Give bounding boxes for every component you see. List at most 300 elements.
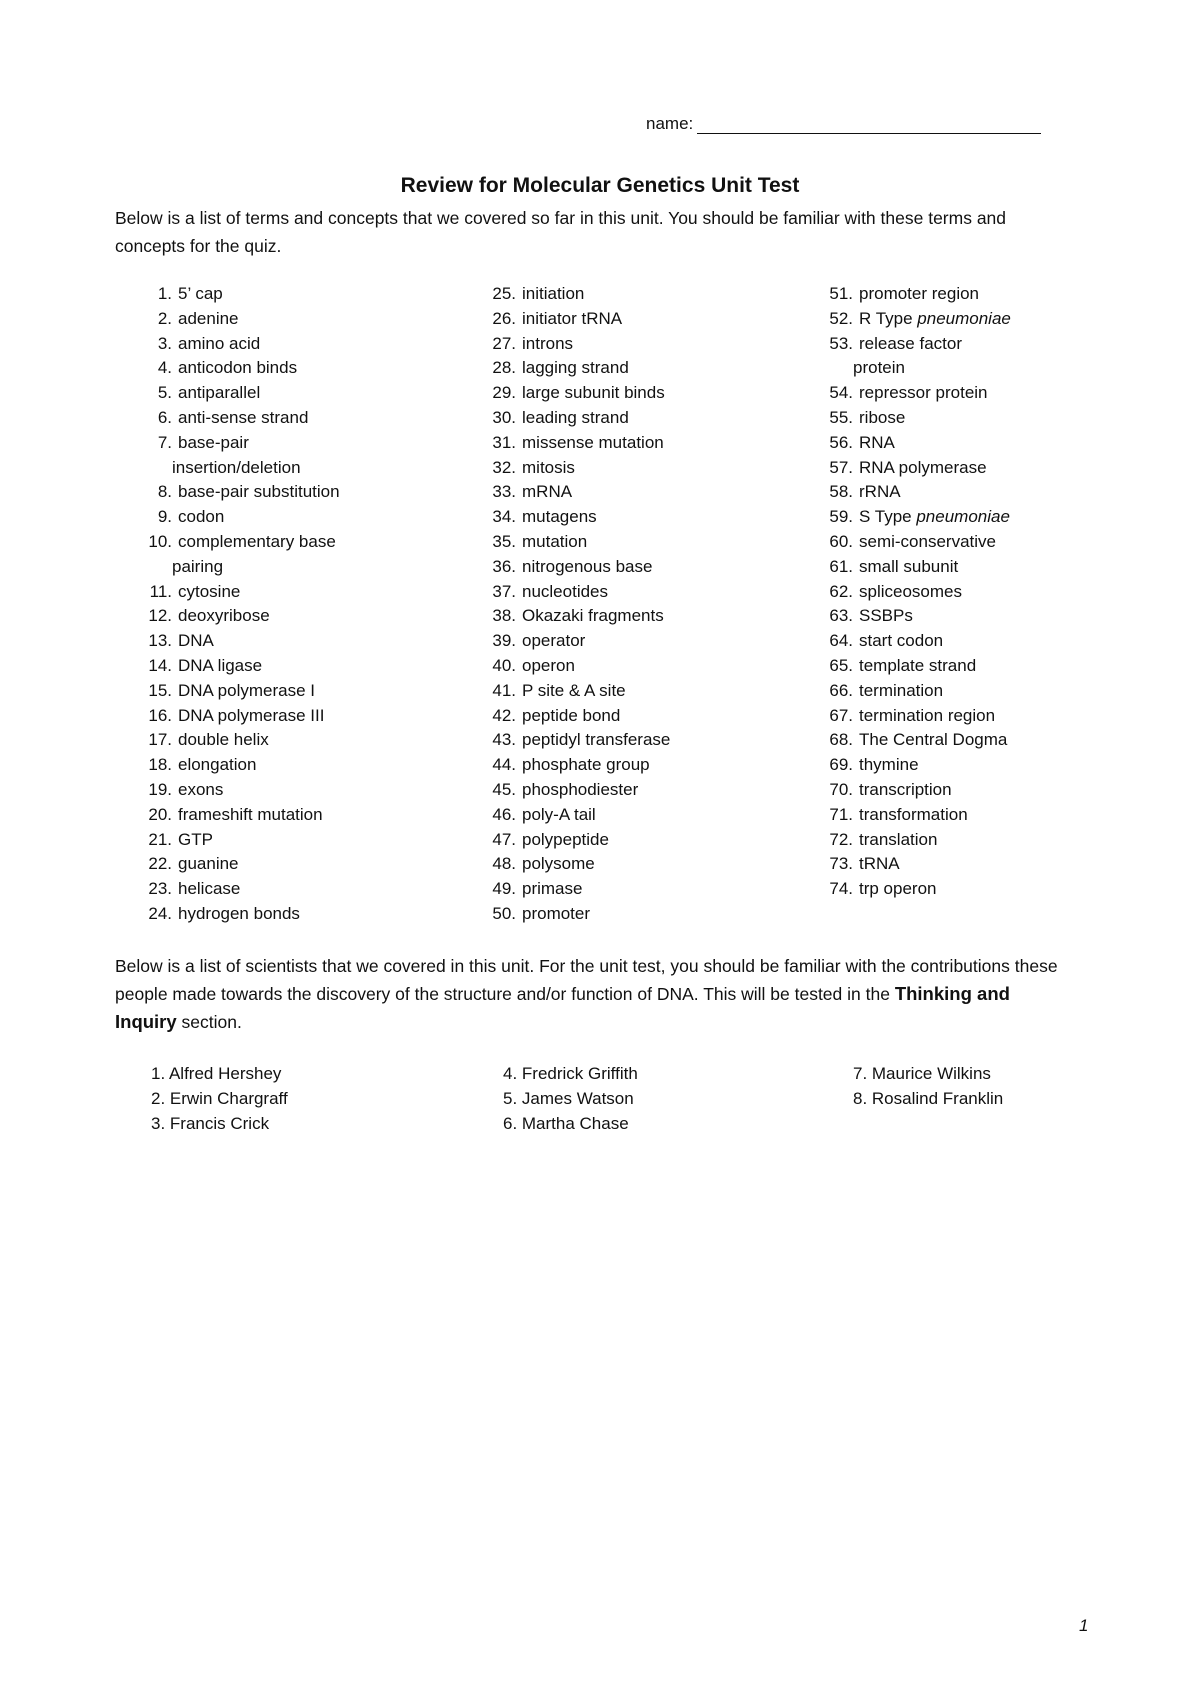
term-item xyxy=(805,679,1011,704)
term-item xyxy=(130,803,340,828)
terms-column-1 xyxy=(130,282,340,927)
term-number: 59. xyxy=(829,507,853,527)
term-item xyxy=(468,480,670,505)
scientists-intro-end: section. xyxy=(176,1012,242,1032)
term-number: 4. xyxy=(157,358,172,378)
term-label xyxy=(859,307,1011,332)
term-number: 3. xyxy=(157,333,172,353)
term-text: frameshift mutation xyxy=(178,804,323,824)
term-label xyxy=(178,778,223,803)
term-label xyxy=(522,852,595,877)
term-text: transcription xyxy=(859,779,952,799)
term-number: 33. xyxy=(492,482,516,502)
term-number: 7. xyxy=(157,432,172,452)
term-item xyxy=(468,679,670,704)
term-item xyxy=(805,828,1011,853)
term-label xyxy=(178,580,240,605)
term-item xyxy=(805,406,1011,431)
term-text: mutation xyxy=(522,531,588,551)
term-label xyxy=(522,282,584,307)
term-item xyxy=(805,431,1011,456)
term-item xyxy=(130,877,340,902)
term-label xyxy=(178,505,224,530)
term-text: Okazaki fragments xyxy=(522,606,664,626)
term-number: 64. xyxy=(829,631,853,651)
term-label xyxy=(522,406,629,431)
term-number: 19. xyxy=(148,779,172,799)
term-item xyxy=(130,480,340,505)
term-item xyxy=(468,704,670,729)
term-text: initiation xyxy=(522,284,585,303)
term-text: guanine xyxy=(178,854,239,874)
term-label xyxy=(178,803,323,828)
term-label xyxy=(178,877,240,902)
term-continuation: pairing xyxy=(172,556,224,576)
term-number: 16. xyxy=(148,705,172,725)
term-label xyxy=(522,307,622,332)
term-number: 1. xyxy=(157,284,172,303)
term-label xyxy=(859,332,962,357)
term-item xyxy=(805,580,1011,605)
term-number: 9. xyxy=(157,507,172,527)
term-label xyxy=(522,704,620,729)
term-item xyxy=(130,282,340,307)
term-item xyxy=(805,629,1011,654)
term-item xyxy=(468,530,670,555)
term-text: S Type xyxy=(859,507,917,527)
scientist-item: 5. James Watson xyxy=(503,1088,634,1108)
term-text: base-pair substitution xyxy=(178,482,340,502)
term-label xyxy=(522,654,575,679)
term-number: 42. xyxy=(492,705,516,725)
term-item xyxy=(805,728,1011,753)
term-number: 8. xyxy=(157,482,172,502)
term-text: The Central Dogma xyxy=(859,730,1008,750)
term-text: R Type xyxy=(859,308,918,328)
terms-column-3 xyxy=(805,282,1011,902)
term-label xyxy=(178,828,213,853)
term-text: base-pair xyxy=(178,432,249,452)
term-number: 66. xyxy=(829,680,853,700)
term-item xyxy=(468,505,670,530)
term-text: operon xyxy=(522,655,575,675)
term-text: nucleotides xyxy=(522,581,609,601)
term-number: 2. xyxy=(157,308,172,328)
term-number: 18. xyxy=(148,755,172,775)
term-item xyxy=(130,704,340,729)
term-number: 63. xyxy=(829,606,853,626)
term-label xyxy=(178,530,336,555)
terms-column-2 xyxy=(468,282,670,927)
term-label xyxy=(859,654,976,679)
term-label xyxy=(178,480,340,505)
term-label xyxy=(859,828,937,853)
term-text: elongation xyxy=(178,755,257,775)
term-text: DNA xyxy=(178,631,214,651)
term-number: 10. xyxy=(148,531,172,551)
term-item xyxy=(468,654,670,679)
term-continuation: insertion/deletion xyxy=(172,457,301,477)
term-label xyxy=(859,778,952,803)
term-item xyxy=(130,381,340,406)
term-number: 70. xyxy=(829,779,853,799)
term-item xyxy=(130,580,340,605)
term-label xyxy=(522,902,590,927)
scientists-intro xyxy=(115,952,1075,1036)
term-item xyxy=(468,778,670,803)
term-number: 27. xyxy=(492,333,516,353)
term-text: spliceosomes xyxy=(859,581,962,601)
term-text: initiator tRNA xyxy=(522,308,623,328)
scientist-item: 3. Francis Crick xyxy=(151,1113,270,1133)
term-text: polysome xyxy=(522,854,595,874)
term-text: start codon xyxy=(859,631,944,651)
term-label xyxy=(522,505,597,530)
term-text: peptidyl transferase xyxy=(522,730,671,750)
term-text: amino acid xyxy=(178,333,261,353)
term-label xyxy=(859,530,996,555)
term-text: rRNA xyxy=(859,482,901,502)
term-text: ribose xyxy=(859,407,906,427)
term-text: release factor xyxy=(859,333,962,353)
term-item xyxy=(805,381,1011,406)
term-item xyxy=(805,877,1011,902)
term-number: 47. xyxy=(492,829,516,849)
term-item xyxy=(468,902,670,927)
term-number: 20. xyxy=(148,804,172,824)
term-number: 28. xyxy=(492,358,516,378)
term-text: SSBPs xyxy=(859,606,913,626)
term-item xyxy=(130,505,340,530)
term-item xyxy=(468,629,670,654)
term-label xyxy=(859,629,943,654)
term-item xyxy=(805,753,1011,778)
term-number: 12. xyxy=(148,606,172,626)
term-text: peptide bond xyxy=(522,705,621,725)
term-number: 34. xyxy=(492,507,516,527)
term-text: promoter xyxy=(522,903,591,923)
term-number: 23. xyxy=(148,879,172,899)
term-item xyxy=(805,555,1011,580)
term-item xyxy=(130,307,340,332)
term-number: 65. xyxy=(829,655,853,675)
term-label xyxy=(859,679,943,704)
term-text: primase xyxy=(522,879,583,899)
term-item xyxy=(130,604,340,629)
scientists-intro-emphasis: Thinking and Inquiry xyxy=(115,983,1010,1032)
term-text: translation xyxy=(859,829,938,849)
term-italic: pneumoniae xyxy=(917,308,1011,328)
term-number: 22. xyxy=(148,854,172,874)
term-item xyxy=(468,332,670,357)
name-field xyxy=(646,114,1041,134)
term-label xyxy=(178,431,249,456)
term-item xyxy=(468,456,670,481)
term-text: codon xyxy=(178,507,225,527)
term-text: mitosis xyxy=(522,457,575,477)
scientists-intro-text: Below is a list of scientists that we covered in this unit. For the unit test, you should be familiar with the contributions these people made towards the discovery of the structure and/or function of DNA. This will be tested in the xyxy=(115,956,1058,1004)
term-label xyxy=(178,629,214,654)
term-text: missense mutation xyxy=(522,432,664,452)
term-item xyxy=(468,852,670,877)
term-item xyxy=(130,828,340,853)
term-text: operator xyxy=(522,631,586,651)
term-text: repressor protein xyxy=(859,383,988,403)
scientists-column-2 xyxy=(503,1062,638,1136)
term-number: 61. xyxy=(829,556,853,576)
page-number: 1 xyxy=(1079,1616,1089,1635)
term-item xyxy=(805,704,1011,729)
term-number: 41. xyxy=(492,680,516,700)
term-number: 56. xyxy=(829,432,853,452)
term-label xyxy=(522,604,664,629)
term-number: 51. xyxy=(829,284,853,303)
term-label xyxy=(178,654,262,679)
term-number: 35. xyxy=(492,531,516,551)
term-label xyxy=(522,356,629,381)
term-label xyxy=(522,480,572,505)
term-item xyxy=(130,679,340,704)
term-text: termination xyxy=(859,680,944,700)
term-item xyxy=(468,555,670,580)
page-title: Review for Molecular Genetics Unit Test xyxy=(400,174,800,197)
term-item xyxy=(805,778,1011,803)
term-label xyxy=(859,877,937,902)
scientist-item: 4. Fredrick Griffith xyxy=(503,1064,638,1083)
term-number: 40. xyxy=(492,655,516,675)
scientist-item: 8. Rosalind Franklin xyxy=(853,1088,1004,1108)
term-text: trp operon xyxy=(859,879,937,899)
term-item xyxy=(805,480,1011,505)
term-item xyxy=(468,604,670,629)
term-label xyxy=(859,406,905,431)
term-number: 13. xyxy=(148,631,172,651)
term-item xyxy=(805,654,1011,679)
term-number: 69. xyxy=(829,755,853,775)
term-number: 21. xyxy=(148,829,172,849)
scientist-item: 1. Alfred Hershey xyxy=(151,1064,282,1083)
term-number: 25. xyxy=(492,284,516,303)
term-label xyxy=(859,505,1010,530)
term-label xyxy=(522,530,587,555)
term-item xyxy=(468,728,670,753)
term-item xyxy=(468,580,670,605)
term-item xyxy=(130,356,340,381)
term-text: DNA ligase xyxy=(178,655,263,675)
term-item xyxy=(805,604,1011,629)
term-text: mRNA xyxy=(522,482,573,502)
term-number: 53. xyxy=(829,333,853,353)
term-label xyxy=(859,282,979,307)
term-text: leading strand xyxy=(522,407,629,427)
term-text: hydrogen bonds xyxy=(178,903,300,923)
term-continuation: protein xyxy=(853,358,905,378)
term-label xyxy=(178,356,297,381)
term-label xyxy=(522,555,652,580)
term-label xyxy=(178,753,256,778)
term-label xyxy=(522,456,575,481)
term-number: 15. xyxy=(148,680,172,700)
term-number: 73. xyxy=(829,854,853,874)
term-label xyxy=(178,852,239,877)
term-text: transformation xyxy=(859,804,968,824)
term-number: 39. xyxy=(492,631,516,651)
term-item xyxy=(130,852,340,877)
term-item xyxy=(468,282,670,307)
term-number: 68. xyxy=(829,730,853,750)
term-number: 55. xyxy=(829,407,853,427)
term-label xyxy=(859,431,895,456)
term-number: 24. xyxy=(148,903,172,923)
term-number: 46. xyxy=(492,804,516,824)
term-number: 38. xyxy=(492,606,516,626)
term-label xyxy=(178,406,308,431)
name-blank-line xyxy=(697,117,1041,134)
term-number: 57. xyxy=(829,457,853,477)
term-item xyxy=(805,803,1011,828)
term-item xyxy=(130,778,340,803)
term-item xyxy=(805,307,1011,332)
scientists-column-1 xyxy=(151,1062,288,1136)
term-text: tRNA xyxy=(859,854,900,874)
term-label xyxy=(522,431,664,456)
term-text: poly-A tail xyxy=(522,804,596,824)
term-text: nitrogenous base xyxy=(522,556,653,576)
term-label xyxy=(859,480,901,505)
term-item xyxy=(805,456,1011,481)
term-number: 72. xyxy=(829,829,853,849)
term-item xyxy=(130,332,340,357)
term-text: double helix xyxy=(178,730,269,750)
term-label xyxy=(522,877,582,902)
term-label xyxy=(178,604,270,629)
term-text: promoter region xyxy=(859,284,980,303)
term-number: 32. xyxy=(492,457,516,477)
term-text: complementary base xyxy=(178,531,336,551)
term-item xyxy=(805,505,1011,530)
term-label xyxy=(522,778,638,803)
name-label: name: xyxy=(646,114,694,133)
term-text: GTP xyxy=(178,829,213,849)
term-text: mutagens xyxy=(522,507,597,527)
term-number: 31. xyxy=(492,432,516,452)
term-text: RNA xyxy=(859,432,895,452)
term-item xyxy=(130,431,340,456)
term-text: phosphodiester xyxy=(522,779,639,799)
term-label xyxy=(522,728,670,753)
term-label xyxy=(178,728,269,753)
term-number: 17. xyxy=(148,730,172,750)
term-number: 30. xyxy=(492,407,516,427)
term-number: 49. xyxy=(492,879,516,899)
term-label xyxy=(522,381,665,406)
term-label xyxy=(522,803,596,828)
term-label xyxy=(859,456,987,481)
term-number: 43. xyxy=(492,730,516,750)
term-text: phosphate group xyxy=(522,755,650,775)
term-number: 62. xyxy=(829,581,853,601)
term-label xyxy=(859,555,958,580)
term-item xyxy=(805,852,1011,877)
term-label xyxy=(522,828,609,853)
term-italic: pneumoniae xyxy=(916,507,1010,527)
term-number: 26. xyxy=(492,308,516,328)
term-number: 50. xyxy=(492,903,516,923)
term-label xyxy=(859,728,1007,753)
term-text: helicase xyxy=(178,879,241,899)
term-item xyxy=(468,307,670,332)
term-label xyxy=(859,704,995,729)
scientists-column-3 xyxy=(853,1062,1003,1112)
term-number: 5. xyxy=(157,383,172,403)
term-label xyxy=(522,629,585,654)
term-number: 14. xyxy=(148,655,172,675)
term-number: 60. xyxy=(829,531,853,551)
term-text: thymine xyxy=(859,755,919,775)
term-number: 6. xyxy=(157,407,172,427)
term-text: deoxyribose xyxy=(178,606,270,626)
term-number: 74. xyxy=(829,879,853,899)
term-text: lagging strand xyxy=(522,358,629,378)
term-item xyxy=(468,828,670,853)
term-text: exons xyxy=(178,779,224,799)
term-item xyxy=(130,406,340,431)
term-text: DNA polymerase I xyxy=(178,680,315,700)
term-label xyxy=(859,381,988,406)
scientist-item: 6. Martha Chase xyxy=(503,1113,629,1133)
term-label xyxy=(178,332,260,357)
term-label xyxy=(522,332,573,357)
term-number: 45. xyxy=(492,779,516,799)
term-text: template strand xyxy=(859,655,977,675)
term-label xyxy=(859,580,962,605)
term-text: large subunit binds xyxy=(522,383,665,403)
term-item xyxy=(468,356,670,381)
term-number: 36. xyxy=(492,556,516,576)
term-text: adenine xyxy=(178,308,239,328)
term-label xyxy=(859,753,919,778)
term-number: 29. xyxy=(492,383,516,403)
term-item xyxy=(130,728,340,753)
term-label xyxy=(178,902,300,927)
term-number: 54. xyxy=(829,383,853,403)
term-item xyxy=(805,282,1011,307)
term-text: anti-sense strand xyxy=(178,407,309,427)
term-label xyxy=(859,604,913,629)
term-text: RNA polymerase xyxy=(859,457,987,477)
term-text: 5’ cap xyxy=(178,284,223,303)
term-item xyxy=(468,877,670,902)
term-item xyxy=(805,332,1011,357)
scientist-item: 7. Maurice Wilkins xyxy=(853,1064,991,1083)
term-item xyxy=(468,803,670,828)
term-item xyxy=(130,530,340,555)
term-item xyxy=(805,530,1011,555)
term-item xyxy=(130,902,340,927)
term-label xyxy=(178,704,324,729)
term-text: polypeptide xyxy=(522,829,609,849)
term-text: introns xyxy=(522,333,574,353)
term-item xyxy=(130,654,340,679)
term-number: 71. xyxy=(829,804,853,824)
term-number: 52. xyxy=(829,308,853,328)
term-item xyxy=(130,753,340,778)
term-text: DNA polymerase III xyxy=(178,705,325,725)
term-number: 37. xyxy=(492,581,516,601)
term-text: P site & A site xyxy=(522,680,626,700)
term-number: 44. xyxy=(492,755,516,775)
term-number: 11. xyxy=(149,581,172,601)
